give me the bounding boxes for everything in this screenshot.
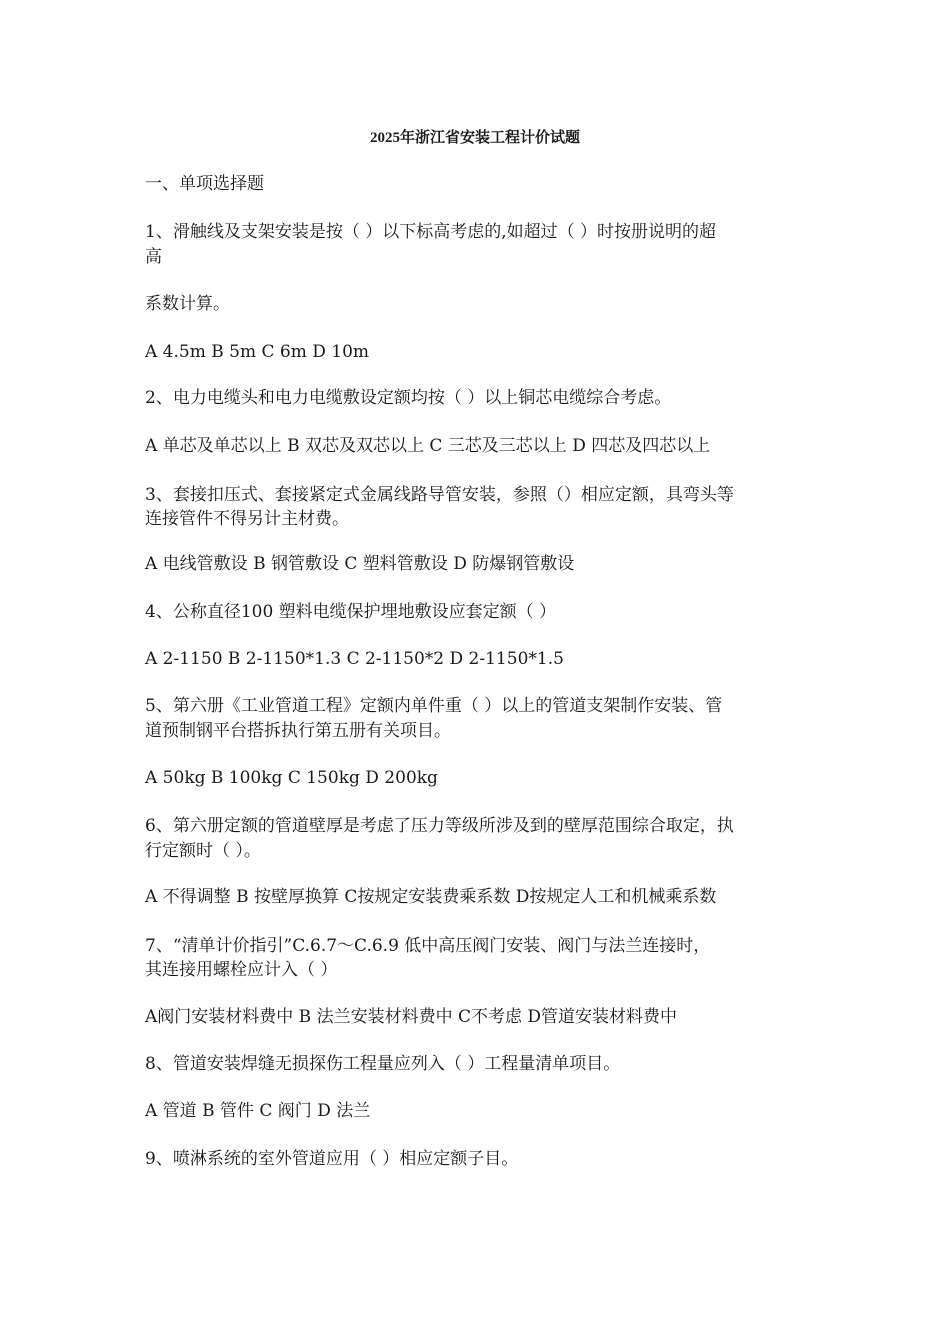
document-title: 2025年浙江省安装工程计价试题	[369, 130, 580, 146]
question-1-stem-line-1: 1、滑触线及支架安装是按（ ）以下标高考虑的,如超过（ ）时按册说明的超	[145, 222, 717, 242]
question-3-stem-line-2: 连接管件不得另计主材费。	[145, 509, 349, 529]
section-heading: 一、单项选择题	[145, 174, 264, 194]
question-1-stem-line-2: 高	[145, 247, 162, 267]
question-2-options: A 单芯及单芯以上 B 双芯及双芯以上 C 三芯及三芯以上 D 四芯及四芯以上	[145, 436, 711, 456]
question-6-options: A 不得调整 B 按壁厚换算 C按规定安装费乘系数 D按规定人工和机械乘系数	[145, 887, 717, 907]
question-2-stem-line-1: 2、电力电缆头和电力电缆敷设定额均按（ ）以上铜芯电缆综合考虑。	[145, 388, 672, 408]
question-1-options: A 4.5m B 5m C 6m D 10m	[145, 342, 370, 362]
question-4-stem-line-1: 4、公称直径100 塑料电缆保护埋地敷设应套定额（ ）	[145, 602, 557, 622]
question-7-options: A阀门安装材料费中 B 法兰安装材料费中 C不考虑 D管道安装材料费中	[145, 1007, 678, 1027]
question-1-stem-continuation: 系数计算。	[145, 294, 230, 314]
question-4-options: A 2-1150 B 2-1150*1.3 C 2-1150*2 D 2-1150*1.5	[145, 649, 564, 669]
question-9-stem-line-1: 9、喷淋系统的室外管道应用（ ）相应定额子目。	[145, 1149, 519, 1169]
question-7-stem-line-2: 其连接用螺栓应计入（ ）	[145, 960, 338, 980]
question-6-stem-line-2: 行定额时（ ）。	[145, 841, 261, 861]
question-8-stem-line-1: 8、管道安装焊缝无损探伤工程量应列入（ ）工程量清单项目。	[145, 1054, 621, 1074]
question-3-stem-line-1: 3、套接扣压式、套接紧定式金属线路导管安装，参照（）相应定额，具弯头等	[145, 485, 734, 505]
question-8-options: A 管道 B 管件 C 阀门 D 法兰	[145, 1101, 371, 1121]
question-5-stem-line-1: 5、第六册《工业管道工程》定额内单件重（ ）以上的管道支架制作安装、管	[145, 696, 723, 716]
question-6-stem-line-1: 6、第六册定额的管道壁厚是考虑了压力等级所涉及到的壁厚范围综合取定，执	[145, 816, 734, 836]
question-7-stem-line-1: 7、“清单计价指引”C.6.7～C.6.9 低中高压阀门安装、阀门与法兰连接时，	[145, 936, 711, 956]
question-5-options: A 50kg B 100kg C 150kg D 200kg	[145, 768, 438, 788]
question-5-stem-line-2: 道预制钢平台搭拆执行第五册有关项目。	[145, 721, 451, 741]
question-3-options: A 电线管敷设 B 钢管敷设 C 塑料管敷设 D 防爆钢管敷设	[145, 554, 575, 574]
